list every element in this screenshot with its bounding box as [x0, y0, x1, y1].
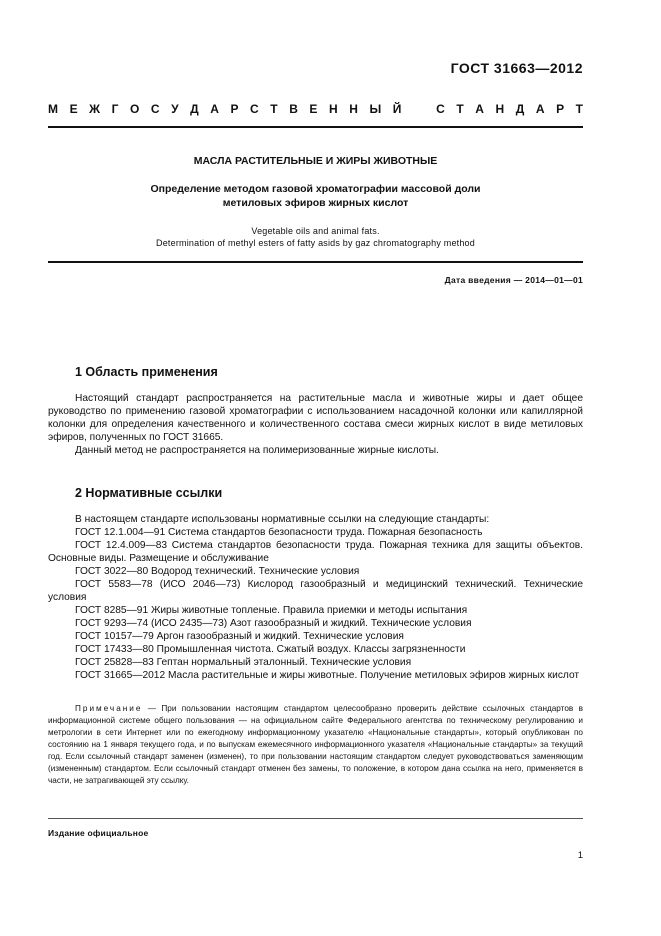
reference-item: ГОСТ 10157—79 Аргон газообразный и жидкий. Технические условия	[75, 631, 404, 642]
reference-item: ГОСТ 12.4.009—83 Система стандартов безопасности труда. Пожарная техника для защиты объектов. Основные виды. Размещение и обслуживание	[48, 540, 583, 564]
banner-letter: М	[48, 102, 58, 116]
reference-item: ГОСТ 5583—78 (ИСО 2046—73) Кислород газообразный и медицинский технический. Технические условия	[48, 579, 583, 603]
banner-letter: Ж	[89, 102, 100, 116]
section-heading-scope: 1 Область применения	[75, 365, 218, 379]
banner-letter: Е	[69, 102, 78, 116]
banner-letter: Р	[556, 102, 565, 116]
document-code: ГОСТ 31663—2012	[450, 60, 583, 76]
document-title: МАСЛА РАСТИТЕЛЬНЫЕ И ЖИРЫ ЖИВОТНЫЕ	[193, 155, 438, 167]
scope-body	[48, 392, 583, 457]
top-divider	[48, 126, 583, 128]
reference-item: ГОСТ 8285—91 Жиры животные топленые. Правила приемки и методы испытания	[75, 605, 468, 616]
note-label: Примечание	[75, 704, 143, 713]
page-number: 1	[577, 850, 583, 861]
reference-item: ГОСТ 17433—80 Промышленная чистота. Сжатый воздух. Классы загрязненности	[75, 644, 466, 655]
subtitle-line: метиловых эфиров жирных кислот	[222, 197, 409, 209]
reference-item: ГОСТ 31665—2012 Масла растительные и жиры животные. Получение метиловых эфиров жирных кислот	[75, 670, 580, 681]
paragraph: Настоящий стандарт распространяется на растительные масла и животные жиры и дает общее руководство по применению газовой хроматографии с использованием насадочной колонки или капиллярной колонки для определения качественного и количественного состава смеси жирных кислот в виде метиловых эфиров, полученных по ГОСТ 31665.	[48, 393, 583, 443]
english-title-line: Determination of methyl esters of fatty asids by gaz chromatography method	[156, 238, 475, 248]
references-body	[48, 513, 583, 682]
reference-item: ГОСТ 9293—74 (ИСО 2435—73) Азот газообразный и жидкий. Технические условия	[75, 618, 472, 629]
note	[48, 703, 583, 787]
banner-letter: Н	[495, 102, 505, 116]
banner-letter: Н	[349, 102, 358, 116]
banner-letter: В	[289, 102, 298, 116]
banner-letter: А	[210, 102, 219, 116]
banner-letter: А	[475, 102, 484, 116]
banner-letter: С	[150, 102, 160, 116]
english-title	[48, 225, 583, 249]
banner-letter: Е	[309, 102, 318, 116]
reference-item: ГОСТ 3022—80 Водород технический. Технические условия	[75, 566, 360, 577]
banner-letter: Д	[190, 102, 199, 116]
banner-letter: С	[436, 102, 445, 116]
references-lead: В настоящем стандарте использованы нормативные ссылки на следующие стандарты:	[75, 514, 490, 525]
banner-letter: У	[171, 102, 179, 116]
note-text: — При пользовании настоящим стандартом целесообразно проверить действие ссылочных стандартов в информационной системе общего пользования — на официальном сайте Федерального агентства по техническому регулированию и метрологии в сети Интернет или по ежегодному информационному указателю «Национальные стандарты», который опубликован по состоянию на 1 января текущего года, и по выпускам ежемесячного информационного указателя «Национальные стандарты» за текущий год. Если ссылочный стандарт заменен (изменен), то при пользовании настоящим стандартом следует руководствоваться заменяющим (измененным) стандартом. Если ссылочный стандарт отменен без замены, то положение, в котором дана ссылка на него, применяется в части, не затрагивающей эту ссылку.	[48, 704, 583, 785]
banner-letter: А	[535, 102, 545, 116]
banner-letter: О	[129, 102, 140, 116]
reference-item: ГОСТ 12.1.004—91 Система стандартов безопасности труда. Пожарная безопасность	[75, 527, 483, 538]
title-divider	[48, 261, 583, 263]
banner-letter: С	[250, 102, 259, 116]
edition-label: Издание официальное	[48, 828, 149, 838]
footer-divider	[48, 818, 583, 819]
reference-item: ГОСТ 25828—83 Гептан нормальный эталонный. Технические условия	[75, 657, 412, 668]
banner-letter: Т	[270, 102, 278, 116]
banner-letter: Т	[456, 102, 464, 116]
subtitle-line: Определение методом газовой хроматографии массовой доли	[150, 183, 481, 195]
introduction-date: Дата введения — 2014—01—01	[444, 275, 583, 285]
banner-letter: Й	[392, 102, 402, 116]
english-title-line: Vegetable oils and animal fats.	[251, 226, 380, 236]
banner-letter: Т	[575, 102, 583, 116]
banner-letter: Ы	[369, 102, 382, 116]
interstate-standard-banner	[48, 102, 583, 116]
section-heading-references: 2 Нормативные ссылки	[75, 486, 223, 500]
banner-letter: Н	[329, 102, 338, 116]
banner-letter: Р	[230, 102, 239, 116]
banner-letter: Д	[515, 102, 525, 116]
paragraph: Данный метод не распространяется на полимеризованные жирные кислоты.	[75, 445, 439, 456]
document-subtitle	[48, 182, 583, 210]
banner-letter: Г	[111, 102, 119, 116]
